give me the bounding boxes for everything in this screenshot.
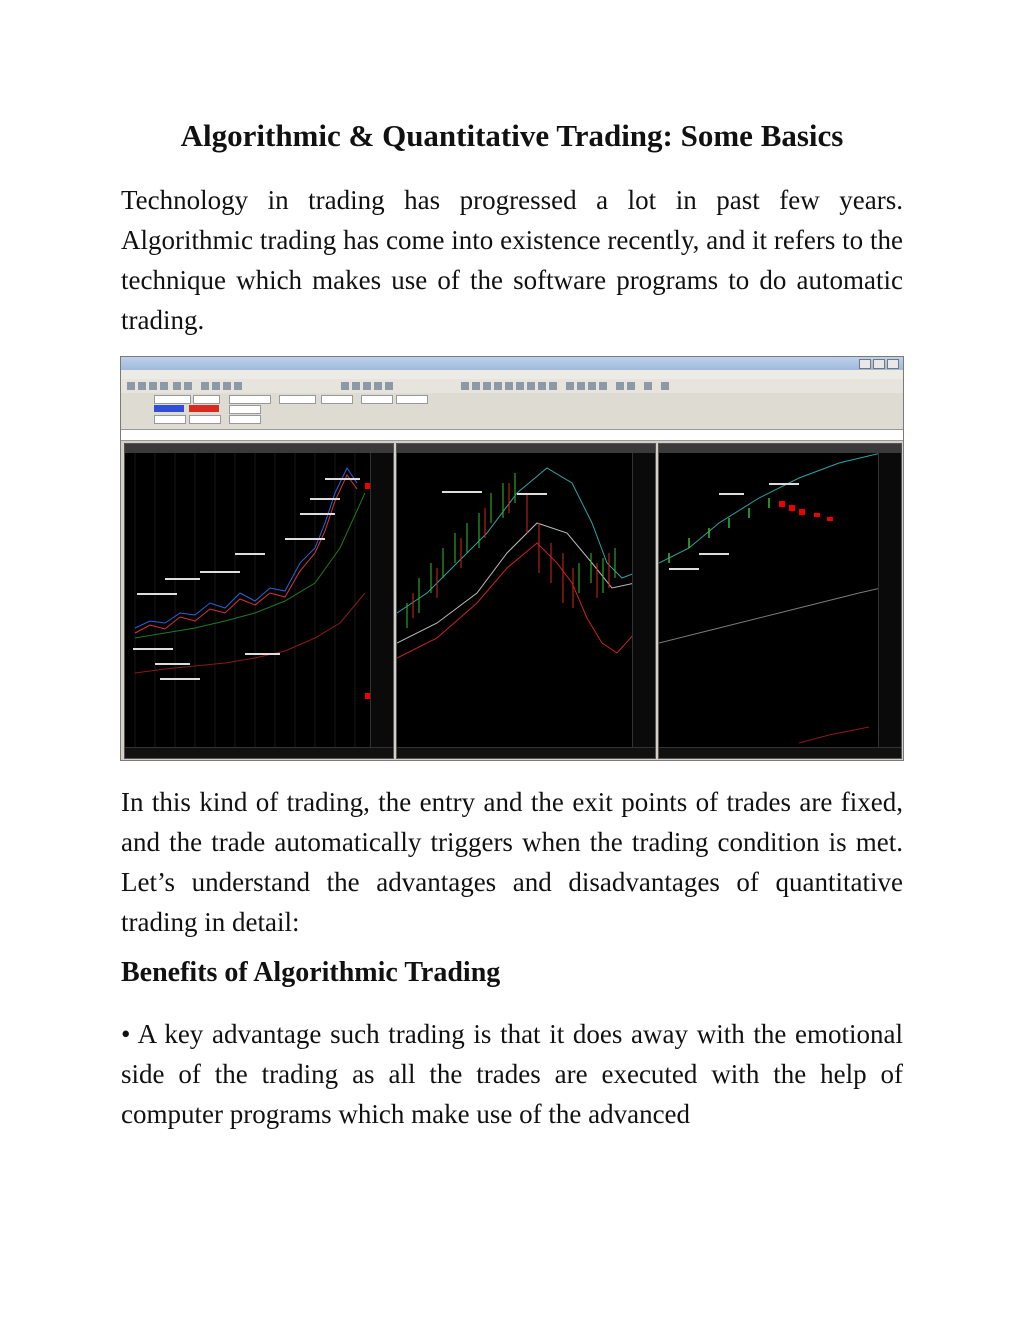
- candlestick-chart-middle: [397, 453, 635, 749]
- order-entry-bar: [121, 393, 903, 429]
- close-icon: [887, 359, 899, 369]
- minimize-icon: [859, 359, 871, 369]
- buy-button: [154, 405, 184, 412]
- window-controls: [859, 359, 899, 369]
- section-heading: Benefits of Algorithmic Trading: [121, 957, 501, 988]
- trading-platform-screenshot: [120, 356, 904, 761]
- chart-panel-left: [124, 443, 394, 759]
- chart-panel-right: [658, 443, 902, 759]
- body-paragraph: In this kind of trading, the entry and the exit points of trades are fixed, and the trade automatically triggers when the trading condition is met. Let’s understand the advantages and disadvantages of quantitative trading in detail:: [121, 787, 903, 937]
- window-menu-bar: [121, 370, 903, 379]
- intro-paragraph: Technology in trading has progressed a lot in past few years. Algorithmic trading has come into existence recently, and it refers to the technique which makes use of the software programs to do automatic trading.: [121, 185, 903, 335]
- maximize-icon: [873, 359, 885, 369]
- candlestick-chart-left: [125, 453, 373, 749]
- status-strip: [121, 429, 903, 441]
- sell-button: [189, 405, 219, 412]
- bullet-paragraph: • A key advantage such trading is that it does away with the emotional side of the trading as all the trades are executed with the help of computer programs which make use of the advanced: [121, 1019, 903, 1129]
- document-title: Algorithmic & Quantitative Trading: Some Basics: [180, 118, 844, 153]
- window-title-bar: [121, 357, 903, 370]
- chart-panel-middle: [396, 443, 656, 759]
- window-toolbar: [121, 379, 903, 394]
- candlestick-chart-right: [659, 453, 881, 749]
